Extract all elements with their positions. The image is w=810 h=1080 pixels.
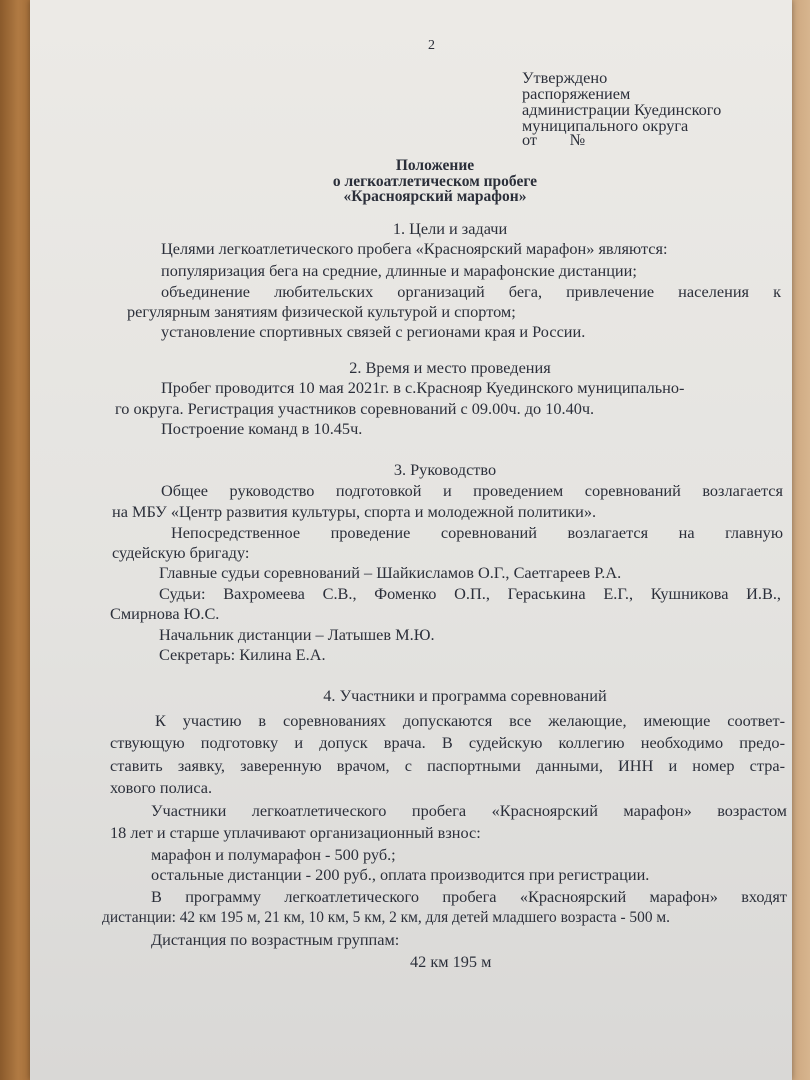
approval-line-2: распоряжением [522, 84, 631, 103]
section-4-line: Дистанция по возрастным группам: [151, 930, 400, 949]
section-4-line: хового полиса. [110, 778, 213, 797]
section-3-heading: 3. Руководство [393, 460, 497, 479]
section-2-line: Пробег проводится 10 мая 2021г. в с.Краснояр Куединского муниципально- [161, 378, 685, 397]
document-subtitle: о легкоатлетическом пробеге [332, 173, 538, 190]
section-3-line: на МБУ «Центр развития культуры, спорта и молодежной политики». [112, 502, 597, 521]
section-3-line: судейскую бригаду: [112, 543, 250, 562]
approval-line-4: муниципального округа [522, 116, 689, 135]
section-4-line: В программу легкоатлетического пробега «Красноярский марафон» входят [151, 887, 787, 906]
section-1-line: популяризация бега на средние, длинные и марафонские дистанции; [161, 261, 637, 280]
section-1-line: Целями легкоатлетического пробега «Красноярский марафон» являются: [161, 239, 668, 258]
section-1-line: регулярным занятиям физической культурой и спортом; [127, 302, 516, 321]
section-1-line: объединение любительских организаций бега, привлечение населения к [161, 282, 781, 301]
approval-line-5: от № [522, 130, 586, 149]
section-4-line: 18 лет и старше уплачивают организационный взнос: [110, 823, 481, 842]
section-4-line: ставить заявку, заверенную врачом, с паспортными данными, ИНН и номер стра- [110, 756, 785, 775]
approval-line-3: администрации Куединского [522, 100, 722, 119]
page-number: 2 [428, 38, 435, 53]
section-4-line: дистанции: 42 км 195 м, 21 км, 10 км, 5 км, 2 км, для детей младшего возраста - 500 м. [102, 909, 670, 926]
section-4-line: К участию в соревнованиях допускаются все желающие, имеющие соответ- [155, 711, 785, 730]
document-title: Положение [395, 157, 475, 174]
section-3-line: Смирнова Ю.С. [110, 604, 220, 623]
event-name: «Красноярский марафон» [343, 188, 527, 205]
section-4-line: 42 км 195 м [410, 952, 492, 971]
section-4-line: ствующую подготовку и допуск врача. В судейскую коллегию необходимо предо- [110, 733, 785, 752]
section-4-heading: 4. Участники и программа соревнований [323, 686, 607, 705]
section-1-heading: 1. Цели и задачи [392, 219, 508, 238]
section-2-heading: 2. Время и место проведения [349, 358, 551, 377]
section-2-line: го округа. Регистрация участников соревнований с 09.00ч. до 10.40ч. [115, 399, 595, 418]
section-1-line: установление спортивных связей с регионами края и России. [161, 322, 586, 341]
section-3-line: Начальник дистанции – Латышев М.Ю. [159, 625, 435, 644]
section-4-line: остальные дистанции - 200 руб., оплата производится при регистрации. [151, 865, 650, 884]
section-4-line: марафон и полумарафон - 500 руб.; [151, 845, 396, 864]
section-3-line: Общее руководство подготовкой и проведением соревнований возлагается [161, 481, 783, 500]
section-2-line: Построение команд в 10.45ч. [161, 419, 363, 438]
approval-line-1: Утверждено [522, 68, 608, 87]
document-page [30, 0, 792, 1080]
section-3-line: Секретарь: Килина Е.А. [159, 645, 326, 664]
section-3-line: Судьи: Вахромеева С.В., Фоменко О.П., Гераськина Е.Г., Кушникова И.В., [159, 584, 781, 603]
section-3-line: Непосредственное проведение соревнований возлагается на главную [171, 523, 783, 542]
section-3-line: Главные судьи соревнований – Шайкисламов О.Г., Саетгареев Р.А. [159, 563, 622, 582]
section-4-line: Участники легкоатлетического пробега «Красноярский марафон» возрастом [151, 801, 787, 820]
